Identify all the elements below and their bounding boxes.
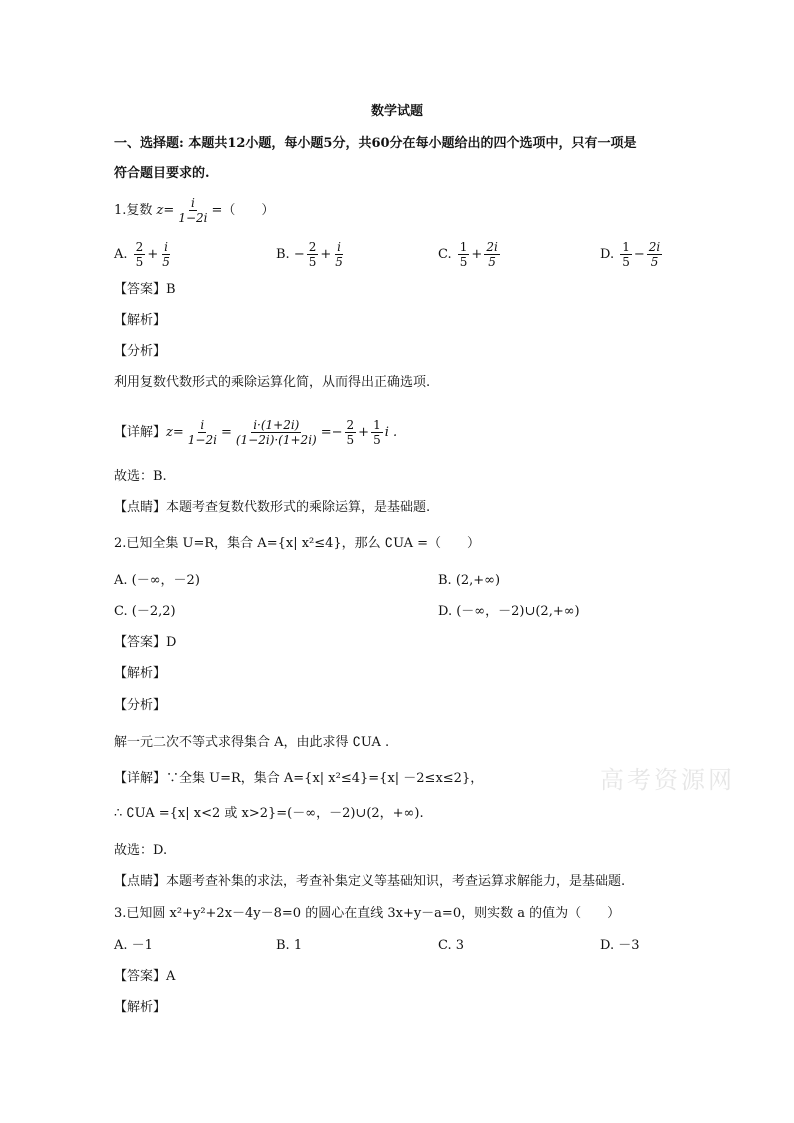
q3-jiexi: 【解析】 bbox=[114, 1000, 167, 1015]
q1-option-c-frac2 bbox=[484, 240, 499, 269]
q1-option-a-label: A. bbox=[114, 247, 128, 262]
q1-detail-plus: + bbox=[358, 425, 370, 440]
q2-option-d: D. (－∞，－2)∪(2,+∞) bbox=[438, 604, 580, 619]
frac-num: 1 bbox=[622, 240, 630, 254]
q1-option-b-label: B. bbox=[276, 247, 290, 262]
q2-jiexi: 【解析】 bbox=[114, 666, 167, 681]
frac-den: 5 bbox=[459, 255, 468, 269]
q2-option-c: C. (－2,2) bbox=[114, 604, 176, 619]
frac-num: i bbox=[337, 240, 342, 254]
q1-fraction bbox=[176, 196, 209, 225]
q1-option-d-frac2 bbox=[647, 240, 662, 269]
q2-fenxi-text: 解一元二次不等式求得集合 A，由此求得 ∁UA . bbox=[114, 735, 390, 750]
q2-guxuan: 故选：D. bbox=[114, 843, 168, 858]
frac-den: 1−2i bbox=[187, 433, 217, 447]
q1-option-c-frac1 bbox=[458, 240, 470, 269]
q2-dianjing: 【点睛】本题考查补集的求法，考查补集定义等基础知识，考查运算求解能力，是基础题. bbox=[114, 874, 626, 889]
q3-answer: 【答案】A bbox=[114, 969, 176, 984]
frac-den: 5 bbox=[373, 433, 381, 447]
q1-fenxi-text: 利用复数代数形式的乘除运算化简，从而得出正确选项. bbox=[114, 375, 431, 390]
q1-answer: 【答案】B bbox=[114, 282, 176, 297]
q1-detail-z: z= bbox=[166, 425, 184, 440]
q1-detail-frac2 bbox=[234, 418, 319, 447]
q3-option-b: B. 1 bbox=[276, 938, 303, 953]
frac-num: 2 bbox=[346, 418, 355, 432]
q3-option-c: C. 3 bbox=[438, 938, 465, 953]
frac-num: 2i bbox=[648, 240, 661, 254]
q1-detail-frac1 bbox=[186, 418, 219, 447]
q1-detail-frac3 bbox=[345, 418, 357, 447]
page-title: 数学试题 bbox=[370, 104, 423, 119]
frac-num: 2i bbox=[486, 240, 498, 254]
q1-fenxi: 【分析】 bbox=[114, 344, 167, 359]
frac-num: i bbox=[200, 418, 205, 432]
q1-frac-den: 1−2i bbox=[178, 211, 208, 225]
q1-option-a-op: + bbox=[147, 247, 159, 262]
q1-detail bbox=[114, 418, 397, 447]
frac-den: 5 bbox=[335, 255, 343, 269]
q1-detail-eq1: = bbox=[220, 425, 232, 440]
frac-num: 2 bbox=[135, 240, 144, 254]
q2-answer: 【答案】D bbox=[114, 635, 177, 650]
q1-detail-tail: i . bbox=[384, 425, 398, 440]
section-heading-line1: 一、选择题: 本题共12小题，每小题5分，共60分在每小题给出的四个选项中，只有一项是 bbox=[114, 136, 637, 151]
q1-option-d-label: D. bbox=[600, 247, 615, 262]
q2-fenxi: 【分析】 bbox=[114, 698, 167, 713]
q3-option-a: A. －1 bbox=[114, 938, 153, 953]
q1-guxuan: 故选：B. bbox=[114, 469, 167, 484]
frac-num: 1 bbox=[373, 418, 381, 432]
q3-option-d: D. －3 bbox=[600, 938, 640, 953]
q1-option-d-op: − bbox=[633, 247, 645, 262]
frac-den: 5 bbox=[488, 255, 496, 269]
watermark: 高考资源网 bbox=[600, 766, 735, 794]
q1-detail-label: 【详解】 bbox=[114, 425, 167, 440]
q2-option-a: A. (－∞，－2) bbox=[114, 573, 200, 588]
q1-option-a bbox=[114, 240, 174, 269]
q1-option-c-op: + bbox=[471, 247, 483, 262]
frac-num: 1 bbox=[459, 240, 468, 254]
q1-jiexi: 【解析】 bbox=[114, 313, 167, 328]
frac-den: (1−2i)·(1+2i) bbox=[235, 433, 317, 447]
q1-detail-frac4 bbox=[371, 418, 383, 447]
q2-option-b: B. (2,+∞) bbox=[438, 573, 501, 588]
q1-var-z: z bbox=[156, 203, 164, 218]
q1-option-b bbox=[276, 240, 347, 269]
frac-num: 2 bbox=[308, 240, 317, 254]
q1-option-b-frac1 bbox=[307, 240, 319, 269]
frac-den: 5 bbox=[308, 255, 317, 269]
q2-therefore: ∴ ∁UA ={x| x<2 或 x>2}=(－∞，－2)∪(2，+∞). bbox=[114, 806, 424, 821]
q1-option-c-label: C. bbox=[438, 247, 452, 262]
q2-detail: 【详解】∵全集 U=R，集合 A={x| x²≤4}={x| －2≤x≤2}， bbox=[114, 771, 484, 786]
q3-stem: 3.已知圆 x²+y²+2x－4y－8=0 的圆心在直线 3x+y－a=0，则实数 a 的值为（ ） bbox=[114, 906, 621, 921]
frac-den: 5 bbox=[622, 255, 630, 269]
frac-den: 5 bbox=[135, 255, 144, 269]
q1-option-b-frac2 bbox=[333, 240, 345, 269]
q1-option-c bbox=[438, 240, 502, 269]
section-heading-line2: 符合题目要求的. bbox=[114, 166, 210, 181]
q1-option-d-frac1 bbox=[620, 240, 632, 269]
q2-stem: 2.已知全集 U=R，集合 A={x| x²≤4}，那么 ∁UA =（ ） bbox=[114, 536, 481, 551]
q1-option-b-sign: − bbox=[293, 247, 305, 262]
q1-option-d bbox=[600, 240, 664, 269]
q1-stem-prefix: 1.复数 bbox=[114, 203, 157, 218]
q1-frac-num: i bbox=[190, 196, 195, 210]
q1-option-a-frac1 bbox=[134, 240, 146, 269]
q1-option-b-op: + bbox=[320, 247, 332, 262]
frac-den: 5 bbox=[346, 433, 355, 447]
frac-den: 5 bbox=[650, 255, 659, 269]
q1-stem-suffix: =（ ） bbox=[211, 203, 275, 218]
q1-dianjing: 【点睛】本题考查复数代数形式的乘除运算，是基础题. bbox=[114, 500, 431, 515]
frac-den: 5 bbox=[162, 255, 170, 269]
q1-detail-eq2: =− bbox=[320, 425, 343, 440]
q1-stem bbox=[114, 196, 274, 225]
frac-num: i bbox=[164, 240, 168, 254]
frac-num: i·(1+2i) bbox=[253, 418, 300, 432]
q1-eq: = bbox=[163, 203, 175, 218]
q1-option-a-frac2 bbox=[160, 240, 172, 269]
